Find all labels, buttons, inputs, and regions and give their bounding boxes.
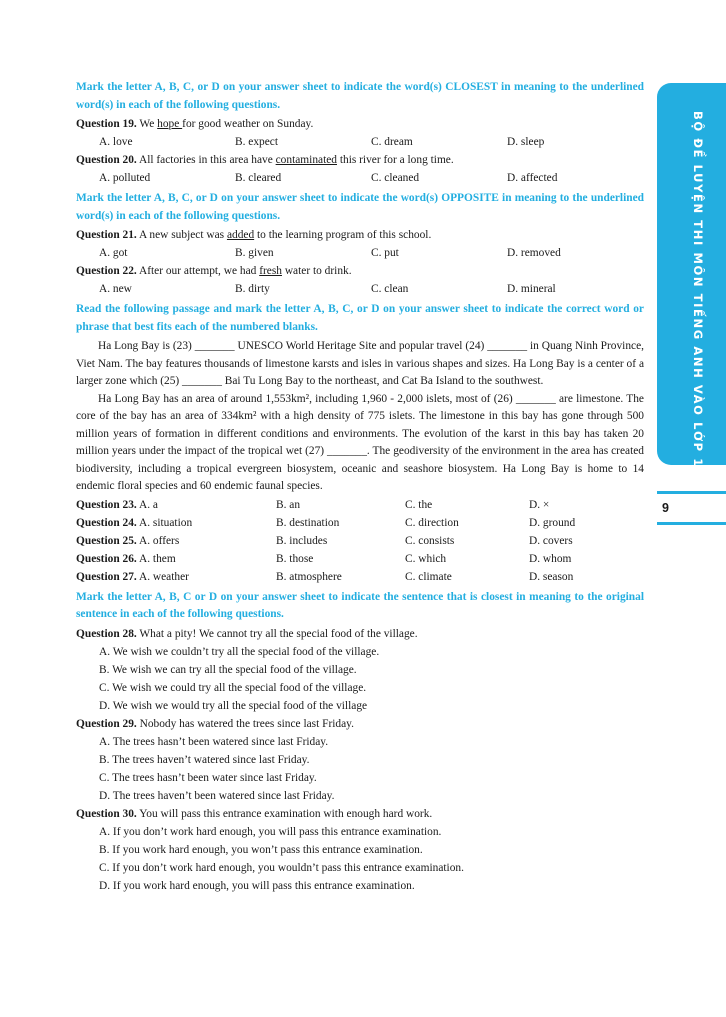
question-label: Question 21. — [76, 229, 137, 241]
option-b: B. given — [235, 247, 274, 259]
question-28 — [76, 625, 644, 643]
option-a: A. If you don’t work hard enough, you will pass this entrance examination. — [99, 825, 442, 838]
question-text: this river for a long time. — [336, 154, 454, 166]
question-text: to the learning program of this school. — [254, 229, 432, 241]
question-text: All factories in this area have — [136, 154, 276, 166]
option-a: A. love — [99, 136, 133, 148]
question-30 — [76, 805, 644, 823]
option-a: A. got — [99, 247, 128, 259]
option-c: C. which — [405, 552, 447, 565]
option-b: B. those — [276, 552, 314, 565]
option-c: C. We wish we could try all the special food of the village. — [99, 681, 367, 694]
option-c: C. dream — [371, 136, 413, 148]
option-d: D. × — [529, 498, 550, 511]
question-25 — [76, 532, 644, 550]
question-label: Question 27. — [76, 570, 137, 583]
section-closest-instruction: Mark the letter A, B, C, or D on your answer sheet to indicate the word(s) CLOSEST in meaning to the underlined word(s) in each of the following questions. — [76, 81, 644, 111]
option-d: D. affected — [507, 172, 558, 184]
option-a: A. situation — [136, 516, 193, 529]
question-label: Question 26. — [76, 552, 137, 565]
option-b: B. cleared — [235, 172, 282, 184]
question-label: Question 22. — [76, 265, 137, 277]
passage-paragraph-1: Ha Long Bay is (23) _______ UNESCO World Heritage Site and popular travel (24) _______ in Quang Ninh Province, Viet Nam. The bay features thousands of limestone karsts and isles in various shapes and sizes. Ha Long Bay is a center of a larger zone which (25) _______ Bai Tu Long Bay to the northeast, and Cat Ba Island to the southwest. — [76, 340, 644, 387]
options-19 — [76, 133, 644, 151]
option-d: D. The trees haven’t been watered since last Friday. — [99, 789, 335, 802]
option-c: C. the — [405, 498, 433, 511]
option-a: A. polluted — [99, 172, 151, 184]
section-rewrite-instruction: Mark the letter A, B, C or D on your answer sheet to indicate the sentence that is closest in meaning to the original sentence in each of the following questions. — [76, 590, 644, 620]
options-20 — [76, 169, 644, 187]
option-b: B. destination — [276, 516, 340, 529]
option-a: A. a — [136, 498, 158, 511]
question-22 — [76, 262, 644, 280]
options-21 — [76, 244, 644, 262]
option-c: C. clean — [371, 283, 409, 295]
question-label: Question 24. — [76, 516, 137, 529]
page-number: 9 — [662, 501, 669, 515]
option-d: D. ground — [529, 516, 576, 529]
section-passage-instruction: Read the following passage and mark the letter A, B, C, or D on your answer sheet to indicate the correct word or phrase that best fits each of the numbered blanks. — [76, 303, 644, 333]
page-content — [76, 79, 644, 895]
question-29 — [76, 715, 644, 733]
option-d: D. covers — [529, 534, 573, 547]
option-d: D. removed — [507, 247, 561, 259]
side-tab-title: BỘ ĐỀ LUYỆN THI MÔN TIẾNG ANH VÀO LỚP 10 — [691, 111, 705, 478]
option-d: D. season — [529, 570, 574, 583]
page-number-rule-bottom — [657, 522, 726, 525]
question-text: Nobody has watered the trees since last Friday. — [136, 717, 354, 730]
question-text: After our attempt, we had — [136, 265, 260, 277]
option-d: D. whom — [529, 552, 572, 565]
question-text: We — [136, 118, 158, 130]
option-b: B. The trees haven’t watered since last Friday. — [99, 753, 310, 766]
options-22 — [76, 280, 644, 298]
option-b: B. We wish we can try all the special food of the village. — [99, 663, 357, 676]
option-a: A. offers — [136, 534, 180, 547]
question-label: Question 29. — [76, 717, 137, 730]
underlined-word: contaminated — [275, 154, 337, 166]
option-b: B. expect — [235, 136, 279, 148]
question-label: Question 30. — [76, 807, 137, 820]
section-opposite-instruction: Mark the letter A, B, C, or D on your answer sheet to indicate the word(s) OPPOSITE in meaning to the underlined word(s) in each of the following questions. — [76, 192, 644, 222]
question-19 — [76, 115, 644, 133]
question-27 — [76, 568, 644, 586]
underlined-word: hope — [157, 118, 183, 130]
option-b: B. includes — [276, 534, 328, 547]
question-text: for good weather on Sunday. — [182, 118, 314, 130]
question-26 — [76, 550, 644, 568]
passage-paragraph-2: Ha Long Bay has an area of around 1,553km², including 1,960 - 2,000 islets, most of (26) _______ are limestone. The core of the bay has an area of 334km² with a high density of 775 islets. The limestone in this bay has gone through 500 million years of formation in different conditions and environments. The evolution of the karst in this bay has taken 20 million years under the impact of the tropical wet (27) _______. The geodiversity of the environment in the area has created biodiversity, including a tropical evergreen biosystem, oceanic and seashore biosystem. Ha Long Bay is home to 14 endemic floral species and 60 endemic faunal species. — [76, 392, 644, 492]
option-c: C. cleaned — [371, 172, 420, 184]
question-label: Question 19. — [76, 118, 137, 130]
option-a: A. The trees hasn’t been watered since last Friday. — [99, 735, 329, 748]
option-c: C. put — [371, 247, 399, 259]
question-label: Question 28. — [76, 627, 137, 640]
option-d: D. sleep — [507, 136, 545, 148]
option-b: B. atmosphere — [276, 570, 342, 583]
option-a: A. new — [99, 283, 132, 295]
underlined-word: added — [226, 229, 255, 241]
question-23 — [76, 496, 644, 514]
option-d: D. mineral — [507, 283, 556, 295]
question-text: A new subject was — [136, 229, 227, 241]
underlined-word: fresh — [259, 265, 282, 277]
question-20 — [76, 151, 644, 169]
option-b: B. If you work hard enough, you won’t pass this entrance examination. — [99, 843, 423, 856]
question-24 — [76, 514, 644, 532]
option-a: A. them — [136, 552, 176, 565]
question-text: water to drink. — [281, 265, 352, 277]
question-label: Question 20. — [76, 154, 137, 166]
option-b: B. dirty — [235, 283, 270, 295]
question-21 — [76, 226, 644, 244]
option-a: A. We wish we couldn’t try all the special food of the village. — [99, 645, 380, 658]
question-text: You will pass this entrance examination with enough hard work. — [136, 807, 433, 820]
option-c: C. If you don’t work hard enough, you wouldn’t pass this entrance examination. — [99, 861, 464, 874]
option-c: C. The trees hasn’t been water since last Friday. — [99, 771, 317, 784]
option-b: B. an — [276, 498, 301, 511]
option-c: C. direction — [405, 516, 459, 529]
page-number-rule-top — [657, 491, 726, 494]
question-label: Question 23. — [76, 498, 137, 511]
question-text: What a pity! We cannot try all the special food of the village. — [136, 627, 418, 640]
question-label: Question 25. — [76, 534, 137, 547]
option-a: A. weather — [136, 570, 189, 583]
option-c: C. climate — [405, 570, 452, 583]
option-c: C. consists — [405, 534, 455, 547]
option-d: D. We wish we would try all the special food of the village — [99, 699, 368, 712]
option-d: D. If you work hard enough, you will pass this entrance examination. — [99, 879, 415, 892]
